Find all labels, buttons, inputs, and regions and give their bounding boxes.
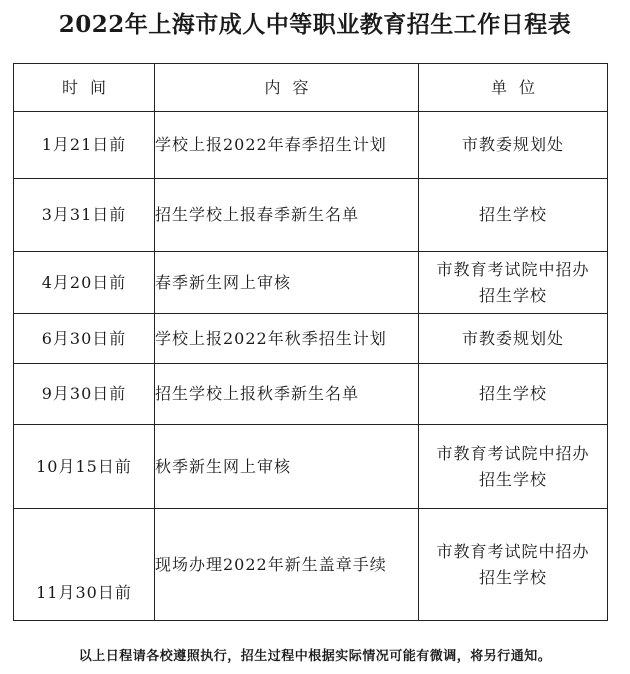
table-row bbox=[14, 314, 608, 364]
row-date: 1月21日前 bbox=[14, 112, 155, 179]
row-unit bbox=[419, 509, 608, 621]
row-unit bbox=[419, 314, 608, 364]
row-content: 现场办理2022年新生盖章手续 bbox=[155, 509, 419, 621]
table-row bbox=[14, 425, 608, 509]
page-title: 2022年上海市成人中等职业教育招生工作日程表 bbox=[58, 11, 572, 38]
row-date: 9月30日前 bbox=[14, 364, 155, 425]
row-content: 春季新生网上审核 bbox=[155, 252, 419, 314]
header-content: 内容 bbox=[155, 64, 419, 112]
row-date: 6月30日前 bbox=[14, 314, 155, 364]
unit-line: 招生学校 bbox=[478, 285, 547, 305]
schedule-table bbox=[13, 63, 608, 621]
table-header-row bbox=[14, 64, 608, 112]
table-row bbox=[14, 252, 608, 314]
table-row bbox=[14, 112, 608, 179]
row-unit bbox=[419, 179, 608, 252]
row-content: 招生学校上报春季新生名单 bbox=[155, 179, 419, 252]
row-content: 学校上报2022年春季招生计划 bbox=[155, 112, 419, 179]
unit-line: 市教育考试院中招办 bbox=[436, 443, 590, 463]
row-date: 4月20日前 bbox=[14, 252, 155, 314]
unit-line: 市教委规划处 bbox=[461, 328, 564, 348]
row-date: 3月31日前 bbox=[14, 179, 155, 252]
header-time: 时间 bbox=[14, 64, 155, 112]
row-unit bbox=[419, 425, 608, 509]
row-date: 11月30日前 bbox=[14, 509, 155, 621]
unit-line: 招生学校 bbox=[478, 469, 547, 489]
row-unit bbox=[419, 252, 608, 314]
row-content: 学校上报2022年秋季招生计划 bbox=[155, 314, 419, 364]
unit-line: 市教育考试院中招办 bbox=[436, 541, 590, 561]
table-row bbox=[14, 179, 608, 252]
header-unit: 单位 bbox=[419, 64, 608, 112]
row-unit bbox=[419, 112, 608, 179]
row-date: 10月15日前 bbox=[14, 425, 155, 509]
row-content: 秋季新生网上审核 bbox=[155, 425, 419, 509]
unit-line: 市教育考试院中招办 bbox=[436, 259, 590, 279]
row-unit bbox=[419, 364, 608, 425]
unit-line: 市教委规划处 bbox=[461, 135, 564, 154]
footnote: 以上日程请各校遵照执行，招生过程中根据实际情况可能有微调，将另行通知。 bbox=[78, 649, 552, 664]
unit-line: 招生学校 bbox=[478, 205, 547, 224]
unit-line: 招生学校 bbox=[478, 567, 547, 587]
unit-line: 招生学校 bbox=[478, 384, 547, 403]
row-content: 招生学校上报秋季新生名单 bbox=[155, 364, 419, 425]
table-row bbox=[14, 509, 608, 621]
table-row bbox=[14, 364, 608, 425]
